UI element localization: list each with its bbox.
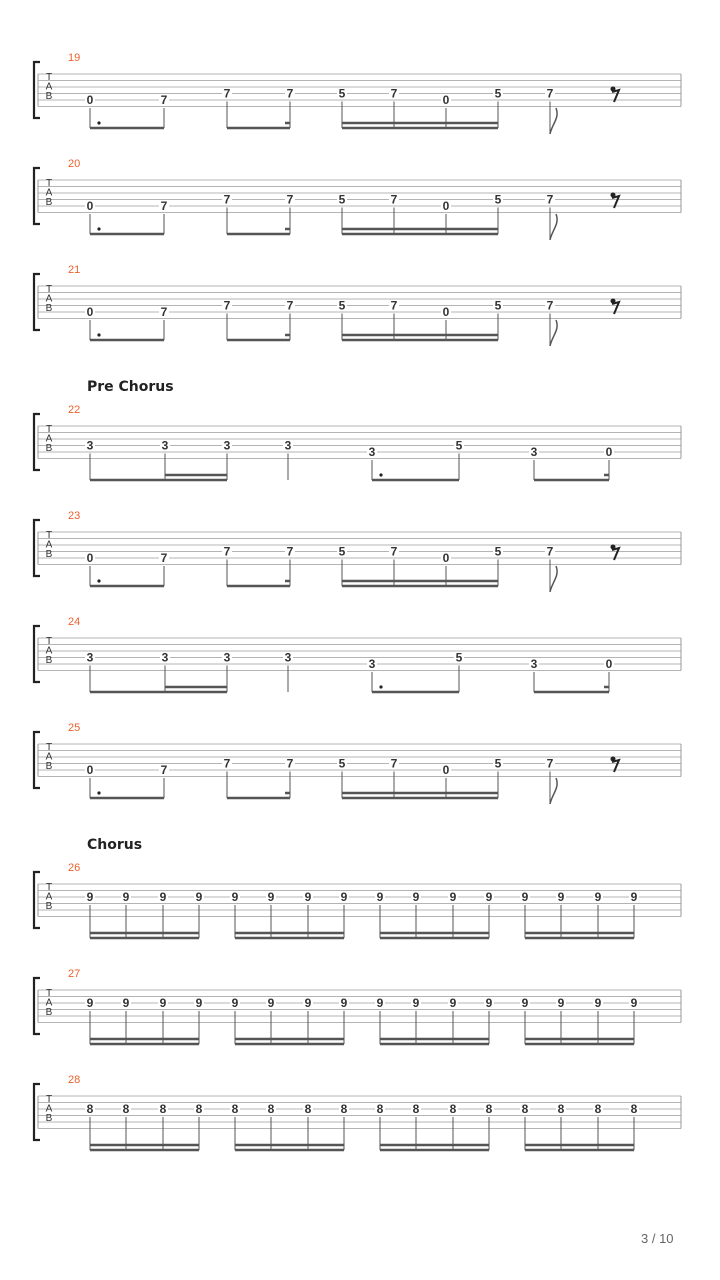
tab-clef-letter: B: [45, 901, 53, 912]
measure-system: [34, 510, 681, 592]
fret-number: 7: [546, 298, 554, 313]
fret-number: 9: [412, 996, 420, 1010]
fret-number: 9: [122, 890, 130, 904]
fret-number: 5: [338, 86, 346, 101]
fret-number: 0: [86, 93, 94, 107]
fret-number: 8: [557, 1102, 565, 1116]
fret-number: 8: [267, 1102, 275, 1116]
dot: [97, 121, 100, 124]
fret-number: 3: [161, 650, 169, 665]
fret-number: 5: [494, 86, 502, 101]
tab-clef-letter: B: [45, 197, 53, 208]
tab-clef-letter: B: [45, 303, 53, 314]
system-bracket: [34, 62, 40, 118]
tab-clef-letter: T: [45, 72, 53, 83]
measure-system: [34, 862, 681, 938]
dot: [379, 473, 382, 476]
fret-number: 9: [122, 996, 130, 1010]
fret-number: 5: [338, 192, 346, 207]
fret-number: 7: [223, 192, 231, 207]
fret-number: 3: [284, 650, 292, 665]
note-flag: [550, 566, 557, 592]
fret-number: 7: [546, 756, 554, 771]
fret-number: 7: [223, 544, 231, 559]
fret-number: 7: [286, 756, 294, 771]
fret-number: 7: [390, 192, 398, 207]
measure-system: [34, 968, 681, 1044]
fret-number: 0: [86, 305, 94, 319]
fret-number: 5: [494, 756, 502, 771]
fret-number: 7: [390, 298, 398, 313]
fret-number: 9: [304, 890, 312, 904]
fret-number: 9: [412, 890, 420, 904]
note-flag: [550, 108, 557, 134]
fret-number: 3: [368, 657, 376, 671]
fret-number: 0: [442, 93, 450, 107]
tab-clef-letter: T: [45, 636, 53, 647]
fret-number: 3: [223, 650, 231, 665]
measure-number: 24: [68, 616, 81, 628]
tab-clef-letter: T: [45, 530, 53, 541]
fret-number: 5: [455, 438, 463, 453]
measure-number: 28: [68, 1074, 81, 1086]
fret-number: 0: [442, 551, 450, 565]
tab-clef-letter: A: [45, 187, 53, 199]
system-bracket: [34, 872, 40, 928]
tab-clef-letter: A: [45, 539, 53, 551]
fret-number: 5: [338, 756, 346, 771]
measure-number: 20: [68, 158, 81, 170]
dot: [97, 791, 100, 794]
tab-clef-letter: A: [45, 645, 53, 657]
tab-clef-letter: T: [45, 284, 53, 295]
dot: [97, 579, 100, 582]
fret-number: 9: [86, 996, 94, 1010]
system-bracket: [34, 520, 40, 576]
fret-number: 7: [286, 544, 294, 559]
fret-number: 0: [86, 199, 94, 213]
measure-number: 23: [68, 510, 81, 522]
fret-number: 8: [485, 1102, 493, 1116]
tab-clef-letter: T: [45, 742, 53, 753]
fret-number: 8: [86, 1102, 94, 1116]
tab-clef-letter: A: [45, 997, 53, 1009]
fret-number: 7: [223, 86, 231, 101]
system-bracket: [34, 414, 40, 470]
fret-number: 9: [159, 996, 167, 1010]
fret-number: 7: [286, 192, 294, 207]
dot: [97, 227, 100, 230]
tab-clef-letter: B: [45, 1007, 53, 1018]
fret-number: 3: [86, 650, 94, 665]
tab-clef-letter: B: [45, 761, 53, 772]
system-bracket: [34, 978, 40, 1034]
fret-number: 9: [449, 890, 457, 904]
tab-clef-letter: A: [45, 293, 53, 305]
fret-number: 0: [605, 657, 613, 671]
fret-number: 3: [86, 438, 94, 453]
fret-number: 0: [86, 551, 94, 565]
fret-number: 3: [368, 445, 376, 459]
tab-clef-letter: B: [45, 549, 53, 560]
fret-number: 7: [546, 544, 554, 559]
tab-clef-letter: T: [45, 882, 53, 893]
measure-number: 22: [68, 404, 81, 416]
fret-number: 7: [160, 305, 168, 319]
fret-number: 9: [340, 890, 348, 904]
fret-number: 8: [159, 1102, 167, 1116]
tab-clef-letter: T: [45, 1094, 53, 1105]
fret-number: 8: [376, 1102, 384, 1116]
tab-clef-letter: T: [45, 178, 53, 189]
fret-number: 9: [267, 890, 275, 904]
fret-number: 5: [494, 544, 502, 559]
fret-number: 9: [376, 890, 384, 904]
system-bracket: [34, 1084, 40, 1140]
fret-number: 9: [594, 890, 602, 904]
fret-number: 3: [161, 438, 169, 453]
system-bracket: [34, 626, 40, 682]
system-bracket: [34, 274, 40, 330]
fret-number: 7: [160, 763, 168, 777]
fret-number: 3: [284, 438, 292, 453]
note-flag: [550, 214, 557, 240]
fret-number: 3: [530, 657, 538, 671]
tab-clef-letter: B: [45, 443, 53, 454]
fret-number: 9: [159, 890, 167, 904]
fret-number: 9: [231, 890, 239, 904]
fret-number: 0: [605, 445, 613, 459]
measure-number: 19: [68, 52, 81, 64]
system-bracket: [34, 732, 40, 788]
fret-number: 3: [530, 445, 538, 459]
fret-number: 7: [390, 544, 398, 559]
fret-number: 7: [223, 298, 231, 313]
measure-system: [34, 722, 681, 804]
dot: [97, 333, 100, 336]
fret-number: 9: [86, 890, 94, 904]
fret-number: 0: [442, 305, 450, 319]
tab-clef-letter: T: [45, 988, 53, 999]
page-number: 3 / 10: [641, 1231, 674, 1246]
fret-number: 9: [340, 996, 348, 1010]
fret-number: 5: [455, 650, 463, 665]
measure-system: [34, 264, 681, 346]
fret-number: 0: [86, 763, 94, 777]
tab-clef-letter: A: [45, 81, 53, 93]
fret-number: 9: [521, 996, 529, 1010]
fret-number: 7: [223, 756, 231, 771]
fret-number: 5: [494, 192, 502, 207]
dot: [379, 685, 382, 688]
section-label: Chorus: [87, 837, 143, 853]
tab-clef-letter: B: [45, 655, 53, 666]
fret-number: 0: [442, 199, 450, 213]
fret-number: 9: [449, 996, 457, 1010]
measure-system: [34, 616, 681, 692]
fret-number: 9: [557, 996, 565, 1010]
fret-number: 8: [195, 1102, 203, 1116]
fret-number: 9: [630, 890, 638, 904]
tab-clef-letter: B: [45, 1113, 53, 1124]
fret-number: 7: [546, 86, 554, 101]
measure-number: 21: [68, 264, 81, 276]
fret-number: 5: [338, 298, 346, 313]
fret-number: 5: [338, 544, 346, 559]
fret-number: 7: [286, 86, 294, 101]
fret-number: 9: [594, 996, 602, 1010]
note-flag: [550, 778, 557, 804]
tab-clef-letter: B: [45, 91, 53, 102]
fret-number: 7: [160, 93, 168, 107]
measure-system: [34, 52, 681, 134]
fret-number: 7: [160, 551, 168, 565]
system-bracket: [34, 168, 40, 224]
fret-number: 8: [340, 1102, 348, 1116]
fret-number: 9: [304, 996, 312, 1010]
fret-number: 8: [304, 1102, 312, 1116]
tab-clef-letter: A: [45, 891, 53, 903]
fret-number: 8: [630, 1102, 638, 1116]
fret-number: 0: [442, 763, 450, 777]
fret-number: 9: [521, 890, 529, 904]
tab-clef-letter: T: [45, 424, 53, 435]
fret-number: 7: [546, 192, 554, 207]
fret-number: 9: [231, 996, 239, 1010]
measure-number: 27: [68, 968, 81, 980]
fret-number: 3: [223, 438, 231, 453]
measure-number: 26: [68, 862, 81, 874]
fret-number: 8: [412, 1102, 420, 1116]
fret-number: 9: [195, 890, 203, 904]
measure-system: [34, 404, 681, 480]
tab-clef-letter: A: [45, 751, 53, 763]
fret-number: 8: [231, 1102, 239, 1116]
measure-system: [34, 1074, 681, 1150]
fret-number: 7: [390, 756, 398, 771]
measure-system: [34, 158, 681, 240]
note-flag: [550, 320, 557, 346]
fret-number: 5: [494, 298, 502, 313]
fret-number: 7: [160, 199, 168, 213]
measure-number: 25: [68, 722, 81, 734]
tab-clef-letter: A: [45, 433, 53, 445]
fret-number: 7: [390, 86, 398, 101]
fret-number: 8: [122, 1102, 130, 1116]
fret-number: 9: [485, 890, 493, 904]
fret-number: 9: [485, 996, 493, 1010]
fret-number: 8: [521, 1102, 529, 1116]
fret-number: 7: [286, 298, 294, 313]
fret-number: 8: [594, 1102, 602, 1116]
fret-number: 9: [376, 996, 384, 1010]
fret-number: 9: [630, 996, 638, 1010]
section-label: Pre Chorus: [87, 379, 174, 395]
fret-number: 9: [557, 890, 565, 904]
fret-number: 9: [267, 996, 275, 1010]
tab-clef-letter: A: [45, 1103, 53, 1115]
fret-number: 9: [195, 996, 203, 1010]
fret-number: 8: [449, 1102, 457, 1116]
